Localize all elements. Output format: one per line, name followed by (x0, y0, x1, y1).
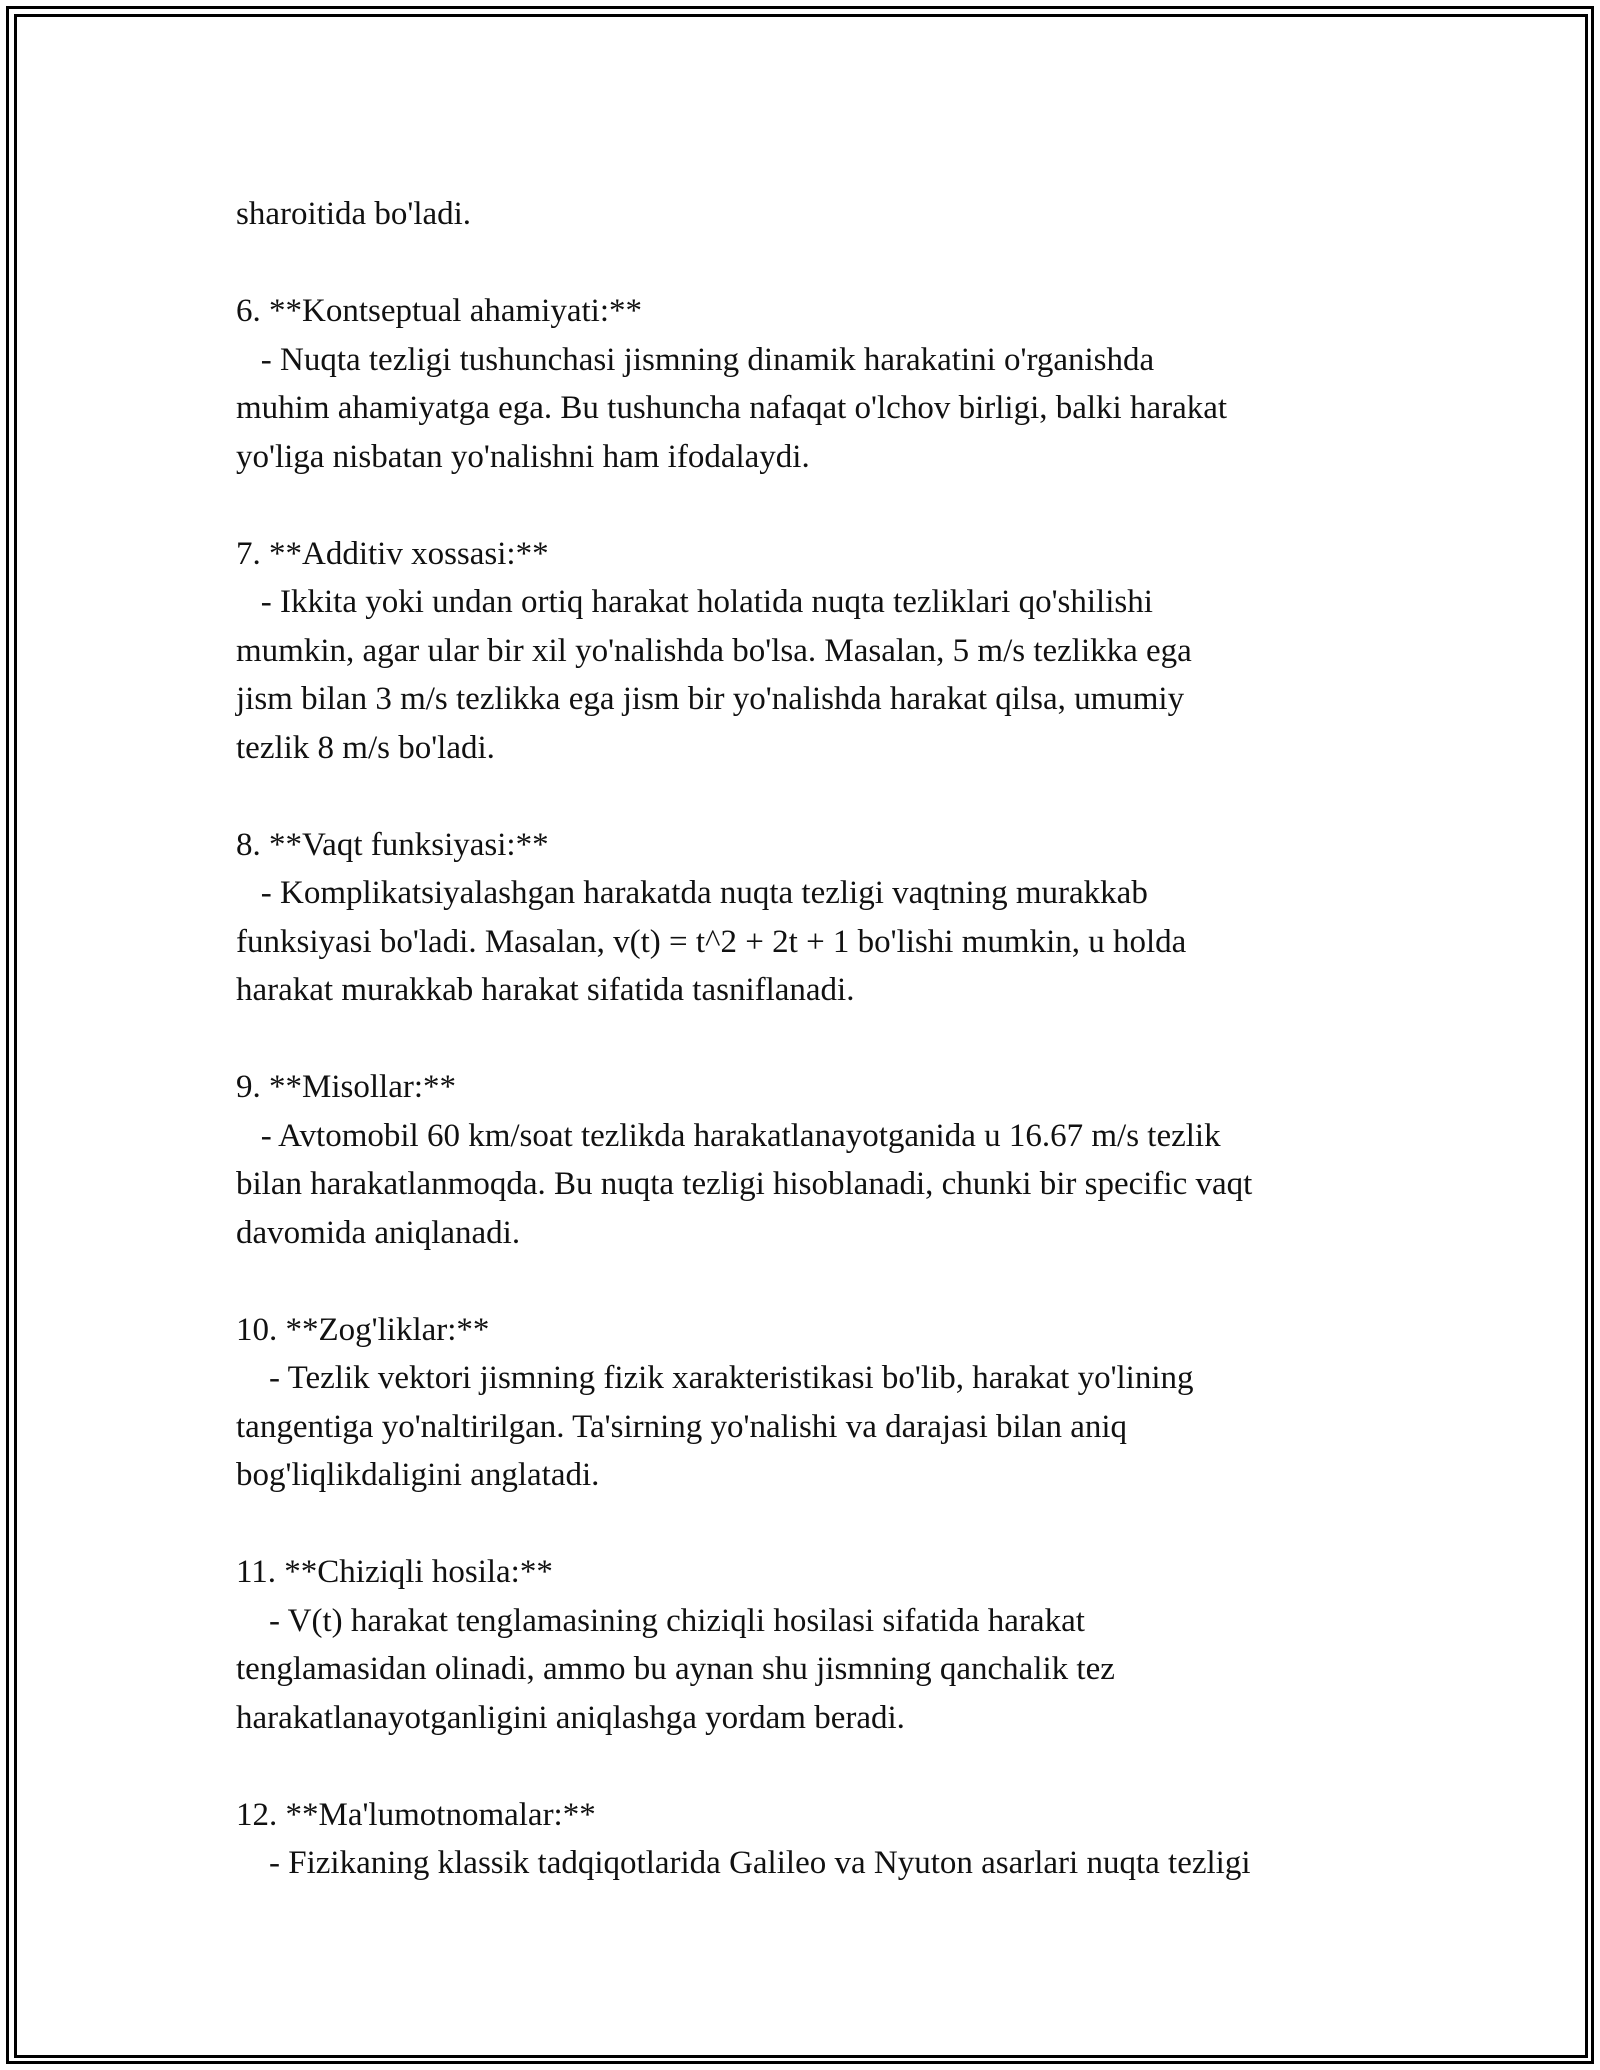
section-line: tezlik 8 m/s bo'ladi. (236, 729, 495, 766)
section-heading: 6. **Kontseptual ahamiyati:** (236, 293, 643, 329)
paragraph-gap (236, 1257, 1436, 1306)
section-line: - Avtomobil 60 km/soat tezlikda harakatlanayotganida u 16.67 m/s tezlik (236, 1117, 1221, 1154)
section-line: tenglamasidan olinadi, ammo bu aynan shu jismning qanchalik tez (236, 1651, 1115, 1687)
opening-line: sharoitida bo'ladi. (236, 196, 472, 232)
section-heading: 12. **Ma'lumotnomalar:** (236, 1796, 596, 1833)
paragraph-gap (236, 772, 1436, 821)
section-line: - V(t) harakat tenglamasining chiziqli hosilasi sifatida harakat (236, 1602, 1085, 1639)
section-line: harakat murakkab harakat sifatida tasniflanadi. (236, 972, 855, 1008)
section-line: davomida aniqlanadi. (236, 1214, 521, 1251)
section-7 (236, 530, 1436, 773)
section-line: - Fizikaning klassik tadqiqotlarida Galileo va Nyuton asarlari nuqta tezligi (236, 1845, 1251, 1881)
section-10 (236, 1306, 1436, 1500)
section-heading: 7. **Additiv xossasi:** (236, 535, 549, 572)
paragraph-gap (236, 1742, 1436, 1791)
section-line: harakatlanayotganligini aniqlashga yordam beradi. (236, 1699, 905, 1736)
section-line: mumkin, agar ular bir xil yo'nalishda bo'lsa. Masalan, 5 m/s tezlikka ega (236, 632, 1192, 669)
section-line: muhim ahamiyatga ega. Bu tushuncha nafaqat o'lchov birligi, balki harakat (236, 390, 1228, 426)
section-heading: 8. **Vaqt funksiyasi:** (236, 826, 549, 863)
document-body (236, 190, 1436, 1888)
section-heading: 11. **Chiziqli hosila:** (236, 1554, 553, 1590)
section-line: jism bilan 3 m/s tezlikka ega jism bir yo'nalishda harakat qilsa, umumiy (236, 681, 1185, 717)
section-line: - Nuqta tezligi tushunchasi jismning dinamik harakatini o'rganishda (236, 341, 1155, 378)
section-line: yo'liga nisbatan yo'nalishni ham ifodalaydi. (236, 438, 810, 475)
section-11 (236, 1548, 1436, 1742)
section-9 (236, 1063, 1436, 1257)
section-line: tangentiga yo'naltirilgan. Ta'sirning yo'nalishi va darajasi bilan aniq (236, 1408, 1128, 1445)
section-line: funksiyasi bo'ladi. Masalan, v(t) = t^2 + 2t + 1 bo'lishi mumkin, u holda (236, 923, 1187, 960)
section-12 (236, 1791, 1436, 1888)
section-8 (236, 821, 1436, 1015)
section-line: - Komplikatsiyalashgan harakatda nuqta tezligi vaqtning murakkab (236, 875, 1148, 911)
paragraph-gap (236, 239, 1436, 288)
section-line: bilan harakatlanmoqda. Bu nuqta tezligi hisoblanadi, chunki bir specific vaqt (236, 1166, 1253, 1202)
paragraph-gap (236, 1015, 1436, 1064)
section-6 (236, 287, 1436, 481)
paragraph-gap (236, 481, 1436, 530)
section-line: bog'liqlikdaligini anglatadi. (236, 1457, 600, 1493)
section-line: - Ikkita yoki undan ortiq harakat holatida nuqta tezliklari qo'shilishi (236, 584, 1153, 620)
section-heading: 9. **Misollar:** (236, 1069, 456, 1105)
paragraph-gap (236, 1500, 1436, 1549)
section-heading: 10. **Zog'liklar:** (236, 1311, 490, 1348)
section-line: - Tezlik vektori jismning fizik xarakteristikasi bo'lib, harakat yo'lining (236, 1360, 1194, 1396)
